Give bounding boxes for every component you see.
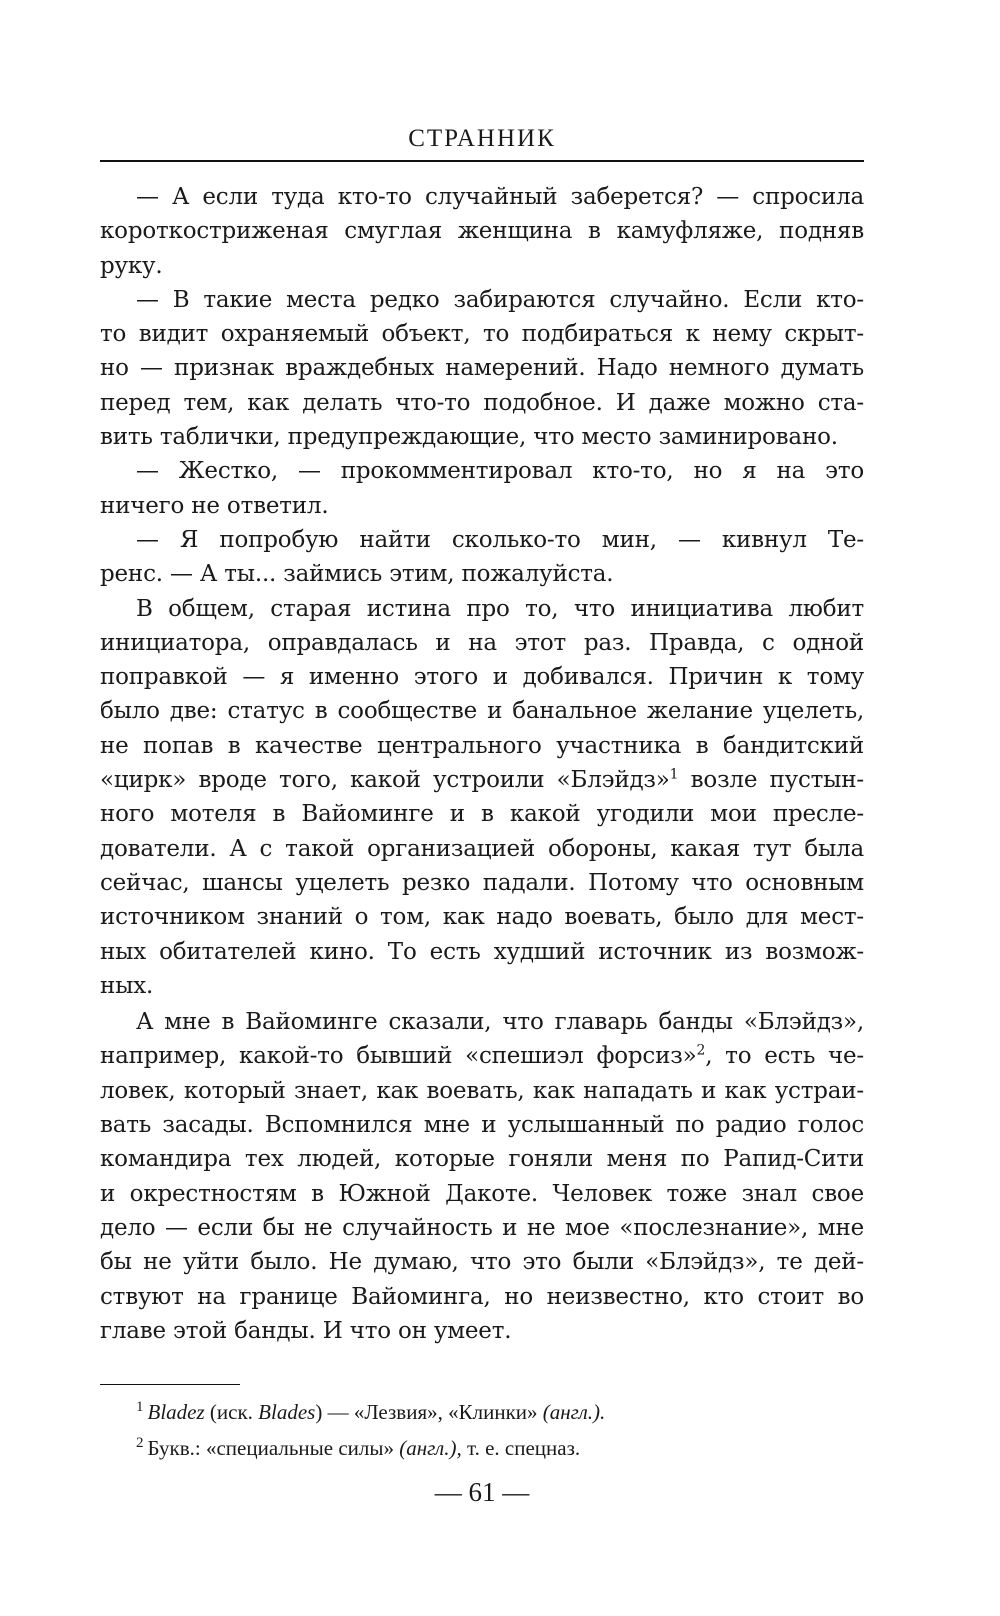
footnote-text: ) — «Лезвия», «Клинки» — [315, 1400, 543, 1424]
footnote-number: 2 — [136, 1435, 144, 1451]
body-text — [100, 180, 864, 1348]
text-line: короткостриженая смуглая женщина в камуфляже, подняв — [100, 218, 864, 245]
header-rule — [100, 160, 864, 162]
text-line: вать засады. Вспомнился мне и услышанный по радио голос — [100, 1112, 864, 1139]
text-line: но — признак враждебных намерений. Надо немного думать — [100, 355, 864, 382]
text-line: дователи. А с такой организацией обороны, какая тут была — [100, 835, 864, 862]
text-line: — Жестко, — прокомментировал кто-то, но я на это — [136, 458, 864, 485]
footnote-original: Blades — [258, 1400, 316, 1424]
text-fragment: например, какой-то бывший «спешиэл форсиз» — [100, 1043, 697, 1070]
footnote-language: (англ.), — [399, 1436, 462, 1460]
text-line: — Я попробую найти сколько-то мин, — кивнул Те- — [136, 526, 864, 553]
running-head: СТРАННИК — [408, 125, 556, 152]
text-line: не попав в качестве центрального участника в бандитский — [100, 732, 864, 759]
footnote-rule — [100, 1384, 240, 1385]
text-line: сейчас, шансы уцелеть резко падали. Потому что основным — [100, 869, 864, 896]
text-line: ных обитателей кино. То есть худший источник из возмож- — [100, 938, 864, 965]
footnote-ref-2[interactable]: 2 — [696, 1042, 706, 1059]
text-fragment: , то есть че- — [705, 1043, 865, 1070]
text-line: командира тех людей, которые гоняли меня по Рапид-Сити — [100, 1146, 864, 1173]
paragraph-5 — [100, 592, 864, 1004]
footnote-text: (иск. — [204, 1400, 259, 1424]
text-line: А мне в Вайоминге сказали, что главарь банды «Блэйдз», — [136, 1009, 864, 1036]
text-line: источником знаний о том, как надо воевать, было для мест- — [100, 904, 864, 931]
text-line: — А если туда кто-то случайный заберется? — спросила — [136, 184, 864, 210]
text-line: перед тем, как делать что-то подобное. И даже можно ста- — [100, 389, 864, 416]
text-line: то видит охраняемый объект, то подбираться к нему скрыт- — [100, 321, 864, 348]
text-line: поправкой — я именно этого и добивался. Причин к тому — [100, 664, 864, 691]
text-line: руку. — [100, 252, 163, 279]
page-number: — 61 — — [434, 1477, 530, 1507]
text-fragment: возле пустын- — [690, 767, 864, 794]
text-line: — В такие места редко забираются случайно. Если кто- — [136, 286, 864, 313]
text-line: дело — если бы не случайность и не мое «послезнание», мне — [100, 1214, 864, 1241]
footnotes — [100, 1394, 864, 1466]
text-line: ных. — [100, 972, 154, 999]
text-line: ренс. — А ты... займись этим, пожалуйста. — [100, 561, 614, 588]
paragraph-6 — [100, 1005, 864, 1348]
paragraph-2 — [100, 283, 864, 454]
text-line: инициатора, оправдалась и на этот раз. Правда, с одной — [100, 629, 864, 656]
footnote-ref-1[interactable]: 1 — [669, 766, 679, 783]
footnote-term: Bladez — [147, 1400, 205, 1424]
paragraph-4 — [100, 523, 864, 592]
text-line: ствуют на границе Вайоминга, но неизвестно, кто стоит во — [100, 1283, 864, 1310]
footnote-text: Букв.: «специальные силы» — [147, 1436, 400, 1460]
text-line: ного мотеля в Вайоминге и в какой угодили мои пресле- — [100, 801, 864, 828]
paragraph-3 — [100, 454, 864, 523]
footnote-number: 1 — [136, 1399, 144, 1415]
paragraph-1 — [100, 180, 864, 283]
text-fragment: «цирк» вроде того, какой устроили «Блэйдз» — [100, 767, 670, 794]
text-line: В общем, старая истина про то, что инициатива любит — [136, 595, 864, 622]
text-line: ничего не ответил. — [100, 492, 329, 519]
text-line: вить таблички, предупреждающие, что место заминировано. — [100, 424, 838, 451]
text-line: главе этой банды. И что он умеет. — [100, 1317, 512, 1344]
text-line-with-footnote — [100, 1039, 864, 1073]
footnote-1 — [100, 1394, 864, 1430]
footnote-2 — [100, 1430, 864, 1466]
text-line: и окрестностям в Южной Дакоте. Человек тоже знал свое — [100, 1180, 864, 1207]
text-line: было две: статус в сообществе и банальное желание уцелеть, — [100, 698, 864, 725]
text-line: ловек, который знает, как воевать, как нападать и как устраи- — [100, 1077, 864, 1104]
text-line-with-footnote — [100, 763, 864, 797]
footnote-language: (англ.). — [542, 1400, 606, 1424]
footnote-text: т. е. спецназ. — [461, 1436, 581, 1460]
text-line: бы не уйти было. Не думаю, что это были «Блэйдз», те дей- — [100, 1249, 864, 1276]
